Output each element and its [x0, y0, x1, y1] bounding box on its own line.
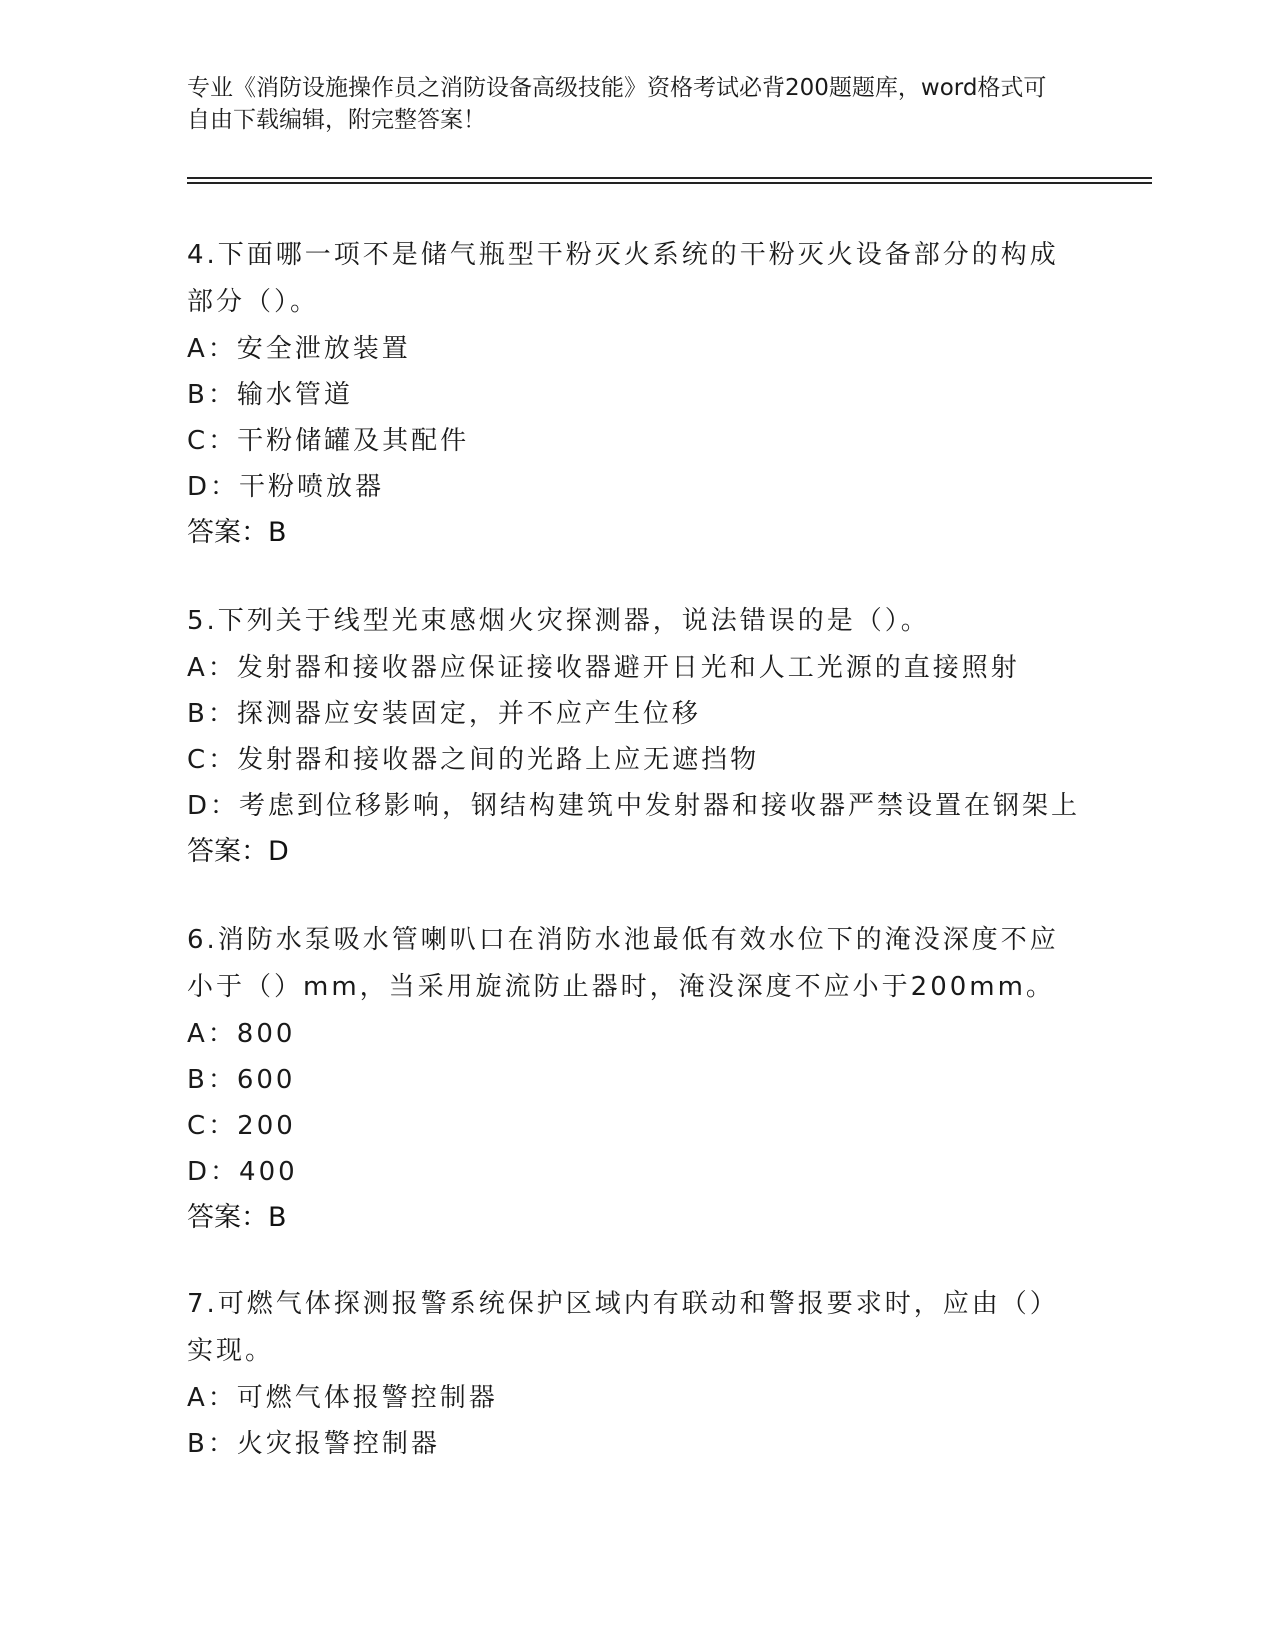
answer-line: 答案：B — [187, 517, 287, 548]
option-c: C：发射器和接收器之间的光路上应无遮挡物 — [187, 745, 760, 775]
option-b: B：600 — [187, 1065, 296, 1095]
header-divider-bottom — [187, 182, 1152, 184]
question-stem: 5.下列关于线型光束感烟火灾探测器，说法错误的是（）。 — [187, 606, 930, 636]
option-d: D：400 — [187, 1157, 298, 1187]
option-a: A：安全泄放装置 — [187, 334, 411, 364]
question-7 — [187, 1281, 1087, 1467]
question-5 — [187, 598, 1087, 875]
question-stem: 4.下面哪一项不是储气瓶型干粉灭火系统的干粉灭火设备部分的构成部分（）。 — [187, 240, 1059, 317]
option-a: A：可燃气体报警控制器 — [187, 1383, 498, 1413]
header-divider-top — [187, 177, 1152, 179]
option-d: D：干粉喷放器 — [187, 472, 385, 502]
question-4 — [187, 232, 1087, 556]
option-c: C：200 — [187, 1111, 296, 1141]
option-d: D：考虑到位移影响，钢结构建筑中发射器和接收器严禁设置在钢架上 — [187, 791, 1081, 821]
question-6 — [187, 917, 1087, 1241]
option-c: C：干粉储罐及其配件 — [187, 426, 470, 456]
answer-line: 答案：D — [187, 836, 289, 867]
option-a: A：800 — [187, 1019, 296, 1049]
option-b: B：探测器应安装固定，并不应产生位移 — [187, 699, 701, 729]
question-stem: 6.消防水泵吸水管喇叭口在消防水池最低有效水位下的淹没深度不应小于（）mm，当采用旋流防止器时，淹没深度不应小于200mm。 — [187, 925, 1059, 1002]
question-stem: 7.可燃气体探测报警系统保护区域内有联动和警报要求时，应由（）实现。 — [187, 1289, 1059, 1366]
answer-line: 答案：B — [187, 1202, 287, 1233]
option-a: A：发射器和接收器应保证接收器避开日光和人工光源的直接照射 — [187, 653, 1020, 683]
option-b: B：火灾报警控制器 — [187, 1429, 440, 1459]
document-intro: 专业《消防设施操作员之消防设备高级技能》资格考试必背200题题库，word格式可自由下载编辑，附完整答案！ — [187, 75, 1047, 133]
option-b: B：输水管道 — [187, 380, 353, 410]
